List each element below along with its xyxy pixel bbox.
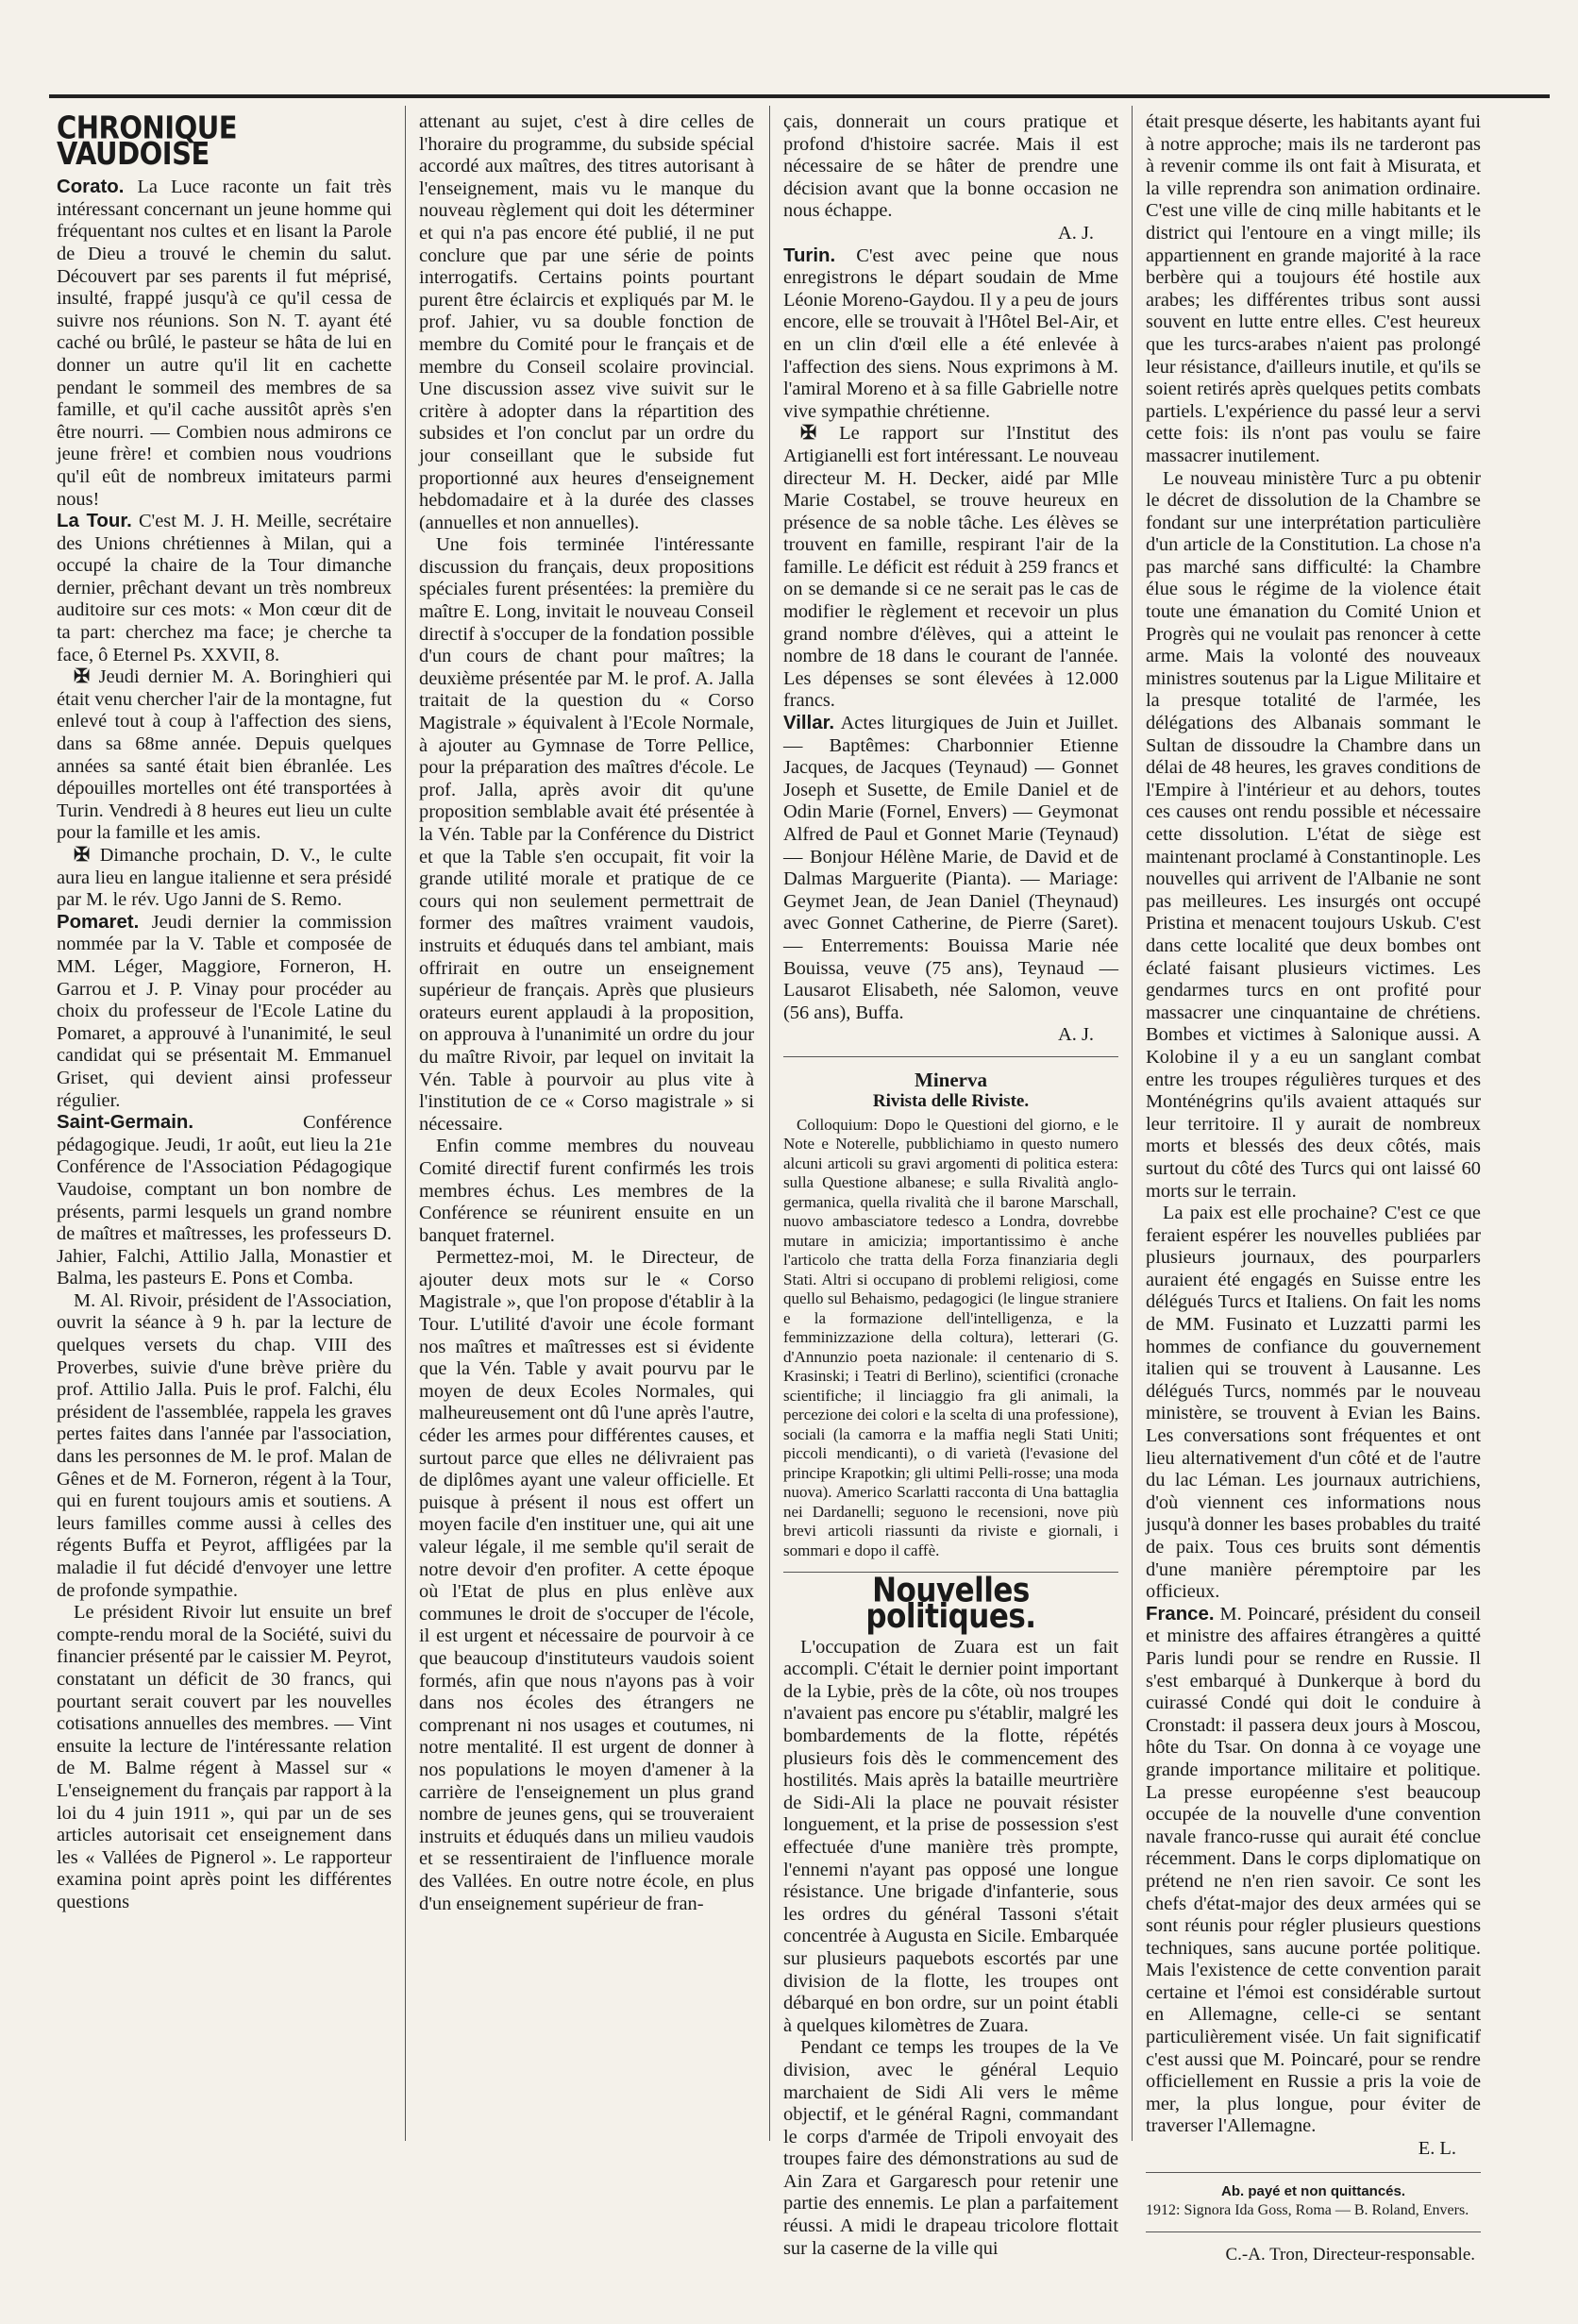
column-divider bbox=[769, 106, 770, 2141]
director-line: C.-A. Tron, Directeur-responsable. bbox=[1225, 2244, 1475, 2265]
place-corato: Corato. bbox=[57, 177, 125, 198]
turin-paragraph-2: ✠ Le rapport sur l'Institut des Artigianelli est fort intéressant. Le nouveau directeur M. H. Decker, aidé par Mlle Marie Costabel, se trouve heureux en présence de sa noble tâche. Les élèves se trouvent en famille, respirant l'air de la famille. Le déficit est réduit à 259 francs et on se demande si ce ne serait pas le cas de modifier le règlement et recevoir un plus grand nombre d'élèves, qui a atteint le nombre de 18 dans le courant de l'année. Les dépenses se sont élevées à 12.000 francs. bbox=[783, 423, 1119, 712]
minerva-body bbox=[783, 1116, 1118, 1561]
france-paragraph: France. M. Poincaré, président du conseil et ministre des affaires étrangères a quitté Paris lundi pour se rendre en Russie. Il s'est embarqué à Dunkerque à bord du cuirassé Condé qui doit le conduire à Cronstadt: il passera deux jours à Moscou, hôte du Tsar. On donna à ce voyage une grande importance militaire et politique. La presse européenne s'est beaucoup occupée de la nouvelle d'une convention navale franco-russe qui aurait été conclue récemment. Dans le corps diplomatique on prétend ne n'en rien savoir. Ce sont les chefs d'état-major des deux armées qui se sont réunis pour régler plusieurs questions techniques, sans aucune portée politique. Mais l'existence de cette convention parait certaine et l'émoi est considérable surtout en Allemagne, celle-ci se sentant particulièrement visée. Un fait significatif c'est aussi que M. Poincaré, pour se rendre officiellement en Russie a pris la voie de mer, la plus longue, pour éviter de traverser l'Allemagne. bbox=[1146, 1603, 1481, 2137]
ornament-icon: ✠ bbox=[800, 423, 840, 445]
pomaret-paragraph: Pomaret. Jeudi dernier la commission nommée par la V. Table et composée de MM. Léger, Maggiore, Forneron, H. Garrou et J. P. Vinay pour procéder au choix du professeur de l'Ecole Latine du Pomaret, a approuvé à l'unanimité, le seul candidat qui se présentait M. Emmanuel Griset, qui devient ainsi professeur régulier. bbox=[57, 911, 392, 1111]
col4-paragraph-3: La paix est elle prochaine? C'est ce que feraient espérer les nouvelles publiées par plusieurs journaux, des pourparlers auraient été engagés en Suisse entre les délégués Turcs et Italiens. On fait les noms de MM. Fusinato et Luzzatti parmi les hommes de confiance du gouvernement italien qui se trouvent à Lausanne. Les délégués Turcs, nommés par le nouveau ministère, se trouvent à Evian les Bains. Les conversations sont fréquentes et ont lieu alternativement d'un côté et de l'autre du lac Léman. Les journaux autrichiens, d'où viennent ces informations nous jusqu'à donner les bases probables du traité de paix. Tous ces bruits sont démentis d'une manière péremptoire par les officieux. bbox=[1146, 1203, 1481, 1603]
stgermain-paragraph: Saint-Germain. Conférence pédagogique. Jeudi, 1r août, eut lieu la 21e Conférence de l'Association Pédagogique Vaudoise, comptant un bon nombre de présents, parmi lesquels un grand nombre de maîtres et maîtresses, les professeurs D. Jahier, Falchi, Attilio Jalla, Monastier et Balma, les pasteurs E. Pons et Comba. bbox=[57, 1112, 392, 1289]
politiques-paragraph-1: L'occupation de Zuara est un fait accompli. C'était le dernier point important de la Lybie, près de la côte, où nos troupes n'avaient pas encore pu s'établir, malgré les bombardements de la flotte, répétés plusieurs fois dès le commencement des hostilités. Mais après la bataille meurtrière de Sidi-Ali la place ne pouvait résister longuement, et la prise de possession s'est effectuée d'une manière très prompte, l'ennemi n'ayant pas opposé une longue résistance. Une brigade d'infanterie, sous les ordres du général Tassoni s'était concentrée à Augusta en Sicile. Embarquée sur plusieurs paquebots escortés par une division de la flotte, les troupes ont débarqué en bon ordre, sur un point établi à quelques kilomètres de Zuara. bbox=[783, 1636, 1118, 2036]
col4-paragraph-2: Le nouveau ministère Turc a pu obtenir le décret de dissolution de la Chambre se fondant sur une interprétation particulière d'un article de la Constitution. La chose n'a pas marché sans difficulté: la Chambre élue sous le régime de la violence était toute une émanation du Comité Union et Progrès qui ne voulait pas renoncer à cette arme. Mais la volonté des nouveaux ministres soutenus par la Ligue Militaire et la presque totalité de l'armée, les délégations des Albanais sommant le Sultan de dissoudre la Chambre dans un délai de 48 heures, les graves conditions de l'Empire à l'intérieur et au dehors, toutes ces causes ont rendu possible et nécessaire cette dissolution. L'état de siège est maintenant proclamé à Constantinople. Les nouvelles qui arrivent de l'Albanie ne sont pas meilleures. Les insurgés ont occupé Pristina et menacent toujours Uskub. C'est dans cette localité que deux bombes ont éclaté faisant plusieurs victimes. Les gendarmes turcs en ont profité pour massacrer une cinquantaine de chrétiens. Bombes et victimes à Salonique aussi. A Kolobine il y a eu un sanglant combat entre les troupes régulières turques et des Monténégrins qu'ils avaient attaqués sur leur territoire. Il y aurait de nombreux morts et blessés des deux côtés, mais surtout du côté des Turcs qui ont laissé 60 morts sur le terrain. bbox=[1146, 467, 1481, 1202]
col3-paragraph-1: çais, donnerait un cours pratique et profond d'histoire sacrée. Mais il est nécessaire de se hâter de prendre une décision avant que la bonne occasion ne nous échappe. bbox=[783, 111, 1118, 222]
corato-paragraph: Corato. La Luce raconte un fait très intéressant concernant un jeune homme qui fréquentant nos cultes et en lisant la Parole de Dieu a trouvé le chemin du salut. Découvert par ses parents il fut méprisé, insulté, frappé jusqu'à ce qu'il cessa de suivre nos réunions. Son N. T. ayant été caché ou brûlé, le pasteur se hâta de lui en donner un autre qu'il lit en cachette pendant le sommeil des membres de sa famille, et qu'il cache aussitôt après s'en être nourri. — Combien nous admirons ce jeune frère! et combien nous voudrions qu'il eût de nombreux imitateurs parmi nous! bbox=[57, 177, 392, 510]
signature: A. J. bbox=[1058, 222, 1094, 244]
col4-paragraph-1: était presque déserte, les habitants ayant fui à notre approche; mais ils ne tarderont pas à revenir comme ils ont fait à Misurata, et la ville reprendra son animation ordinaire. C'est une ville de cinq mille habitants et le district qui l'entoure en a vingt mille; ils appartiennent en grande majorité à la race berbère qui a toujours été hostile aux arabes; les différentes tribus sont aussi souvent en lutte entre elles. C'est heureux que les turcs-arabes n'aient pas prolongé leur résistance, d'ailleurs inutile, et qu'ils se soient retirés après quelques petits combats partiels. L'expérience du passé leur a servi cette fois: ils n'ont pas voulu se faire massacrer inutilement. bbox=[1146, 111, 1482, 466]
minerva-paragraph: Colloquium: Dopo le Questioni del giorno, e le Note e Noterelle, pubblichiamo in questo numero alcuni articoli su gravi argomenti di politica estera: sulla Questione albanese; e sulla Rivalità anglo-germanica, quella rivalità che il barone Marschall, nuovo ambasciatore tedesco a Londra, dovrebbe mutare in amicizia; importantissimo è anche l'articolo che tratta della Forza finanziaria degli Stati. Altri si occupano di problemi religiosi, come quello sul Behaismo, pedagogici (le lingue straniere e la formazione dell'intelligenza, e la femminizzazione della coltura), letterari (G. d'Annunzio poeta nazionale: il centenario di S. Krasinski; i Teatri di Berlino), scientifici (cronache scientifiche; il linciaggio fra gli animali, la percezione dei colori e la scelta di una professione), sociali (la camorra e la maffia negli Stati Uniti; piccoli mendicanti), o di varietà (l'evasione del principe Krapotkin; gli ultimi Pelli-rosse; una moda nuova). Americo Scarlatti racconta di Una battaglia nei Dardanelli; seguono le recensioni, nove più brevi articoli riassunti da riviste e giornali, i sommari e dopo il caffè. bbox=[783, 1115, 1118, 1559]
minerva-title: Minerva bbox=[783, 1056, 1118, 1091]
section-divider bbox=[1146, 2231, 1481, 2232]
section-divider bbox=[1146, 2172, 1481, 2173]
stgermain-paragraph-3: Le président Rivoir lut ensuite un bref compte-rendu moral de la Société, suivi du financier présenté par le caissier M. Peyrot, constatant un déficit de 30 francs, qui pourtant serait couvert par les nouvelles cotisations annuelles des membres. — Vint ensuite la lecture de l'intéressante relation de M. Balme régent à Massel sur « L'enseignement du français par rapport à la loi du 4 juin 1911 », qui par un de ses articles autorisait cet enseignement dans les « Vallées de Pignerol ». Le rapporteur examina point après point les différentes questions bbox=[57, 1602, 392, 1912]
latour-paragraph: La Tour. C'est M. J. H. Meille, secrétaire des Unions chrétiennes à Milan, qui a occupé la chaire de la Tour dimanche dernier, prêchant devant un très nombreux auditoire sur ces mots: « Mon cœur dit de ta part: cherchez ma face; je cherche ta face, ô Eternel Ps. XXVII, 8. bbox=[57, 511, 392, 665]
chronique-heading: CHRONIQUE VAUDOISE bbox=[57, 109, 238, 172]
place-france: France. bbox=[1146, 1603, 1215, 1625]
signature: E. L. bbox=[1418, 2138, 1456, 2160]
top-rule bbox=[49, 94, 1550, 98]
villar-paragraph: Villar. Actes liturgiques de Juin et Juillet. — Baptêmes: Charbonnier Etienne Jacques, de Jacques (Teynaud) — Gonnet Joseph et Susette, de Emile Daniel et de Odin Marie (Fornel, Envers) — Geymonat Alfred de Paul et Gonnet Marie (Teynaud) — Bonjour Hélène Marie, de David et de Dalmas Marguerite (Pianta). — Mariage: Geymet Jean, de Jean Daniel (Theynaud) avec Gonnet Catherine, de Pierre (Saret). — Enterrements: Bouissa Marie née Bouissa, veuve (75 ans), Teynaud — Lausarot Elisabeth, née Salomon, veuve (56 ans), Buffa. bbox=[783, 713, 1118, 1023]
stgermain-paragraph-2: M. Al. Rivoir, président de l'Association, ouvrit la séance à 9 h. par la lecture de quelques versets du chap. VIII des Proverbes, suivie d'une brève prière du prof. Attilio Jalla. Puis le prof. Falchi, élu président de l'assemblée, rappela les graves pertes faites dans l'année par l'association, dans les personnes de M. le prof. Malan de Gênes et de M. Forneron, régent à la Tour, qui en furent toujours amis et soutiens. A leurs familles comme aussi à celles des régents Buffa et Peyrot, affligées par la maladie il fut décidé d'envoyer une lettre de profonde sympathie. bbox=[57, 1289, 392, 1601]
ornament-icon: ✠ bbox=[74, 666, 99, 688]
column-1 bbox=[57, 111, 392, 2131]
column-divider bbox=[1132, 106, 1133, 2141]
col2-paragraph-2: Une fois terminée l'intéressante discussion du français, deux propositions spéciales furent présentées: la première du maître E. Long, invitait le nouveau Conseil directif à s'occuper de la fondation possible d'un cours de chant pour maîtres; la deuxième présentée par M. le prof. A. Jalla traitait de la question du « Corso Magistrale » équivalent à l'Ecole Normale, à ajouter au Gymnase de Torre Pellice, pour la préparation des maîtres d'école. Le prof. Jalla, après avoir dit qu'une proposition semblable avait été présentée à la Vén. Table par la Conférence du District et que la Table s'en occupait, fit voir la grande utilité morale et pratique de ce cours qui non seulement permettrait de former des maîtres vraiment vaudois, instruits et éduqués dans tel ambiant, mais offrirait en outre un enseignement supérieur de français. Après que plusieurs orateurs eurent applaudi à la proposition, on approuva à l'unanimité un ordre du jour du maître Rivoir, par lequel on invitait la Vén. Table à pourvoir au plus vite à l'institution de ce « Corso magistrale » si nécessaire. bbox=[419, 534, 754, 1135]
latour-paragraph-2: ✠ Jeudi dernier M. A. Boringhieri qui était venu chercher l'air de la montagne, fut enlevé tout à coup à l'affection des siens, dans sa 68me année. Depuis quelques années sa santé était bien ébranlée. Les dépouilles mortelles ont été transportées à Turin. Vendredi à 8 heures eut lieu un culte pour la famille et les amis. bbox=[57, 666, 392, 844]
col2-paragraph-4: Permettez-moi, M. le Directeur, de ajouter deux mots sur le « Corso Magistrale », que l'on propose d'établir à la Tour. L'utilité d'avoir une école formant nos maîtres et maîtresses est si évidente que la Vén. Table y avait pourvu par le moyen de deux Ecoles Normales, qui malheureusement ont dû l'une après l'autre, céder les armes pour différentes causes, et surtout parce que elles ne délivraient pas de diplômes ayant une valeur officielle. Et puisque à présent il nous est offert un moyen facile d'en instituer une, qui ait une valeur légale, il me semble qu'il serait de notre devoir d'en profiter. A cette époque où l'Etat de plus en plus enlève aux communes le droit de s'occuper de l'école, il est urgent et nécessaire de pourvoir à ce que beaucoup d'instituteurs vaudois soient formés, afin que nous n'ayons pas à voir dans nos écoles des étrangers ne comprenant ni nos usages et coutumes, ni notre mentalité. Il est urgent de donner à nos populations le moyen d'amener à la carrière de l'enseignement un plus grand nombre de jeunes gens, qui se trouveraient instruits et éduqués dans un milieu vaudois et se ressentiraient de l'influence morale des Vallées. En outre notre école, en plus d'un enseignement supérieur de fran- bbox=[419, 1247, 754, 1914]
place-pomaret: Pomaret. bbox=[57, 911, 140, 933]
subscriptions-title: Ab. payé et non quittancés. bbox=[1220, 2182, 1406, 2199]
turin-paragraph: Turin. C'est avec peine que nous enregistrons le départ soudain de Mme Léonie Moreno-Gaydou. Il y a peu de jours encore, elle se trouvait à l'Hôtel Bel-Air, et en un clin d'œil elle a été enlevée à l'affection des siens. Nous exprimons à M. l'amiral Moreno et à sa fille Gabrielle notre vive sympathie chrétienne. bbox=[783, 244, 1119, 422]
place-villar: Villar. bbox=[783, 713, 835, 734]
ornament-icon: ✠ bbox=[74, 845, 100, 866]
politiques-heading: Nouvelles politiques. bbox=[865, 1571, 1036, 1637]
place-stgermain: Saint-Germain. bbox=[57, 1112, 194, 1134]
subscriptions-text: 1912: Signora Ida Goss, Roma — B. Roland, Envers. bbox=[1146, 2201, 1469, 2218]
col2-paragraph-3: Enfin comme membres du nouveau Comité directif furent confirmés les trois membres échus. Les membres de la Conférence se réunirent ensuite en un banquet fraternel. bbox=[419, 1136, 754, 1246]
politiques-paragraph-2: Pendant ce temps les troupes de la Ve division, avec le général Lequio marchaient de Sidi Ali vers le même objectif, et le général Ragni, commandant le corps d'armée de Tripoli envoyait des troupes faire des démonstrations au sud de Ain Zara et Gargaresch pour retenir une partie des ennemis. Le plan a parfaitement réussi. A midi le drapeau tricolore flottait sur la caserne de la ville qui bbox=[783, 2037, 1118, 2259]
column-2 bbox=[419, 111, 754, 2131]
place-latour: La Tour. bbox=[57, 511, 132, 532]
minerva-subtitle: Rivista delle Riviste. bbox=[872, 1090, 1030, 1111]
column-3 bbox=[783, 111, 1119, 2259]
column-4 bbox=[1146, 111, 1482, 2265]
place-turin: Turin. bbox=[783, 244, 836, 266]
latour-paragraph-3: ✠ Dimanche prochain, D. V., le culte aura lieu en langue italienne et sera présidé par M. le rév. Ugo Janni de S. Remo. bbox=[57, 845, 392, 911]
col2-paragraph-1: attenant au sujet, c'est à dire celles de l'horaire du programme, du subside spécial accordé aux maîtres, des titres autorisant à l'enseignement, mais vu le manque du nouveau règlement qui doit les déterminer et qui n'a pas encore été publié, il ne put conclure que par une série de points interrogatifs. Certains points pourtant purent être éclaircis et expliqués par M. le prof. Jahier, vu sa double fonction de membre du Comité pour le français et de membre du Conseil scolaire provincial. Une discussion assez vive suivit sur le critère à adopter dans la répartition des subsides et l'on conclut par un ordre du jour conseillant que le subside fut proportionné aux heures d'enseignement hebdomadaire et à la durée des classes (annuelles et non annuelles). bbox=[419, 111, 754, 533]
signature: A. J. bbox=[1058, 1024, 1094, 1046]
column-divider bbox=[405, 106, 406, 2141]
